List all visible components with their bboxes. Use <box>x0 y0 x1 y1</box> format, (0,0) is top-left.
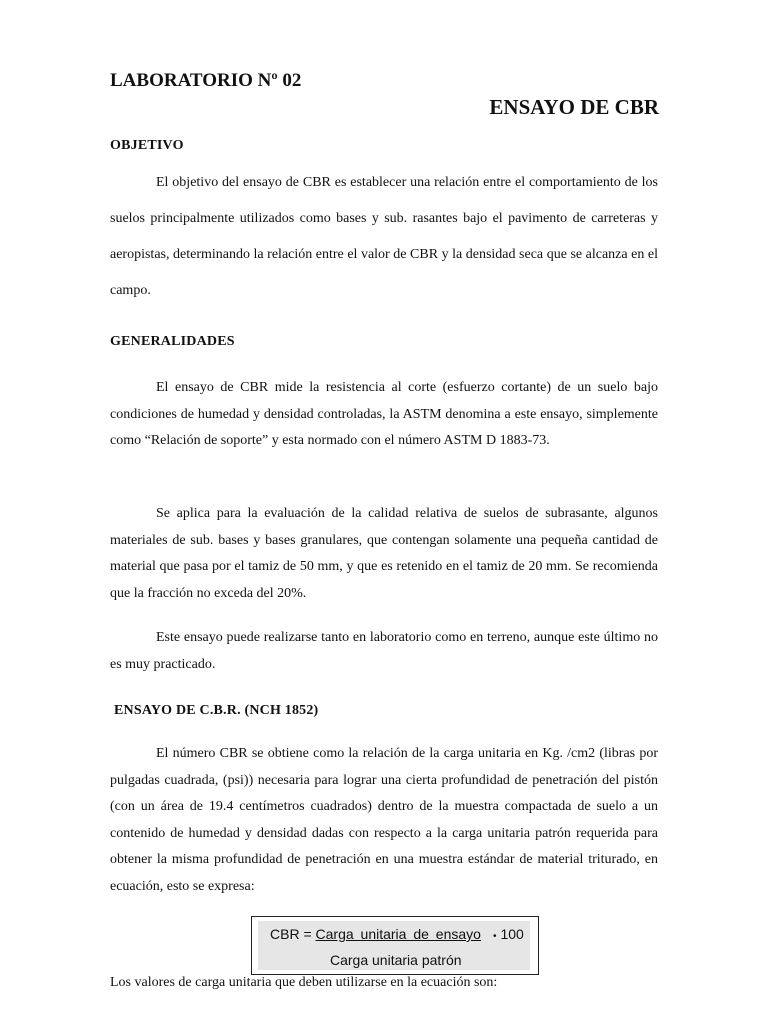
lab-number: LABORATORIO Nº 02 <box>110 70 302 91</box>
heading-ensayo-cbr: ENSAYO DE C.B.R. (NCH 1852) <box>114 703 319 718</box>
paragraph-generalidades-1 <box>110 375 658 455</box>
formula-lhs: CBR = <box>270 926 316 942</box>
formula-numerator: Carga unitaria de ensayo <box>315 926 481 942</box>
generalidades-p3: Este ensayo puede realizarse tanto en laboratorio como en terreno, aunque este último no es muy practicado. <box>110 630 658 672</box>
heading-objetivo: OBJETIVO <box>110 138 184 153</box>
heading-generalidades: GENERALIDADES <box>110 334 235 349</box>
generalidades-p2: Se aplica para la evaluación de la calidad relativa de suelos de subrasante, algunos materiales de sub. bases y bases granulares, que contengan solamente una pequeña cantidad de material que pasa por el tamiz de 50 mm, y que es retenido en el tamiz de 20 mm. Se recomienda que la fracción no exceda del 20%. <box>110 506 658 601</box>
paragraph-generalidades-3 <box>110 625 658 678</box>
objetivo-text: El objetivo del ensayo de CBR es establecer una relación entre el comportamiento de los suelos principalmente utilizados como bases y sub. rasantes bajo el pavimento de carreteras y aeropistas, determinando la relación entre el valor de CBR y la densidad seca que se alcanza en el campo. <box>110 175 658 298</box>
formula-background <box>258 921 530 970</box>
cbr-formula-box <box>251 916 539 975</box>
closing-text: Los valores de carga unitaria que deben utilizarse en la ecuación son: <box>110 975 498 990</box>
formula-row-top <box>270 926 524 942</box>
formula-factor: 100 <box>500 926 524 942</box>
page-title: ENSAYO DE CBR <box>489 95 659 119</box>
cbr-text: El número CBR se obtiene como la relación de la carga unitaria en Kg. /cm2 (libras por pulgadas cuadrada, (psi)) necesaria para lograr una cierta profundidad de penetración del pistón (con un área de 19.4 centímetros cuadrados) dentro de la muestra compactada de suelo a un contenido de humedad y densidad dadas con respecto a la carga unitaria patrón requerida para obtener la misma profundidad de penetración en una muestra estándar de material triturado, en ecuación, esto se expresa: <box>110 746 658 894</box>
paragraph-objetivo <box>110 165 658 309</box>
paragraph-cbr <box>110 741 658 900</box>
paragraph-generalidades-2 <box>110 501 658 607</box>
generalidades-p1: El ensayo de CBR mide la resistencia al corte (esfuerzo cortante) de un suelo bajo condiciones de humedad y densidad controladas, la ASTM denomina a este ensayo, simplemente como “Relación de soporte” y esta normado con el número ASTM D 1883-73. <box>110 380 658 448</box>
formula-operator: • <box>492 931 497 942</box>
formula-denominator: Carga unitaria patrón <box>330 952 462 968</box>
